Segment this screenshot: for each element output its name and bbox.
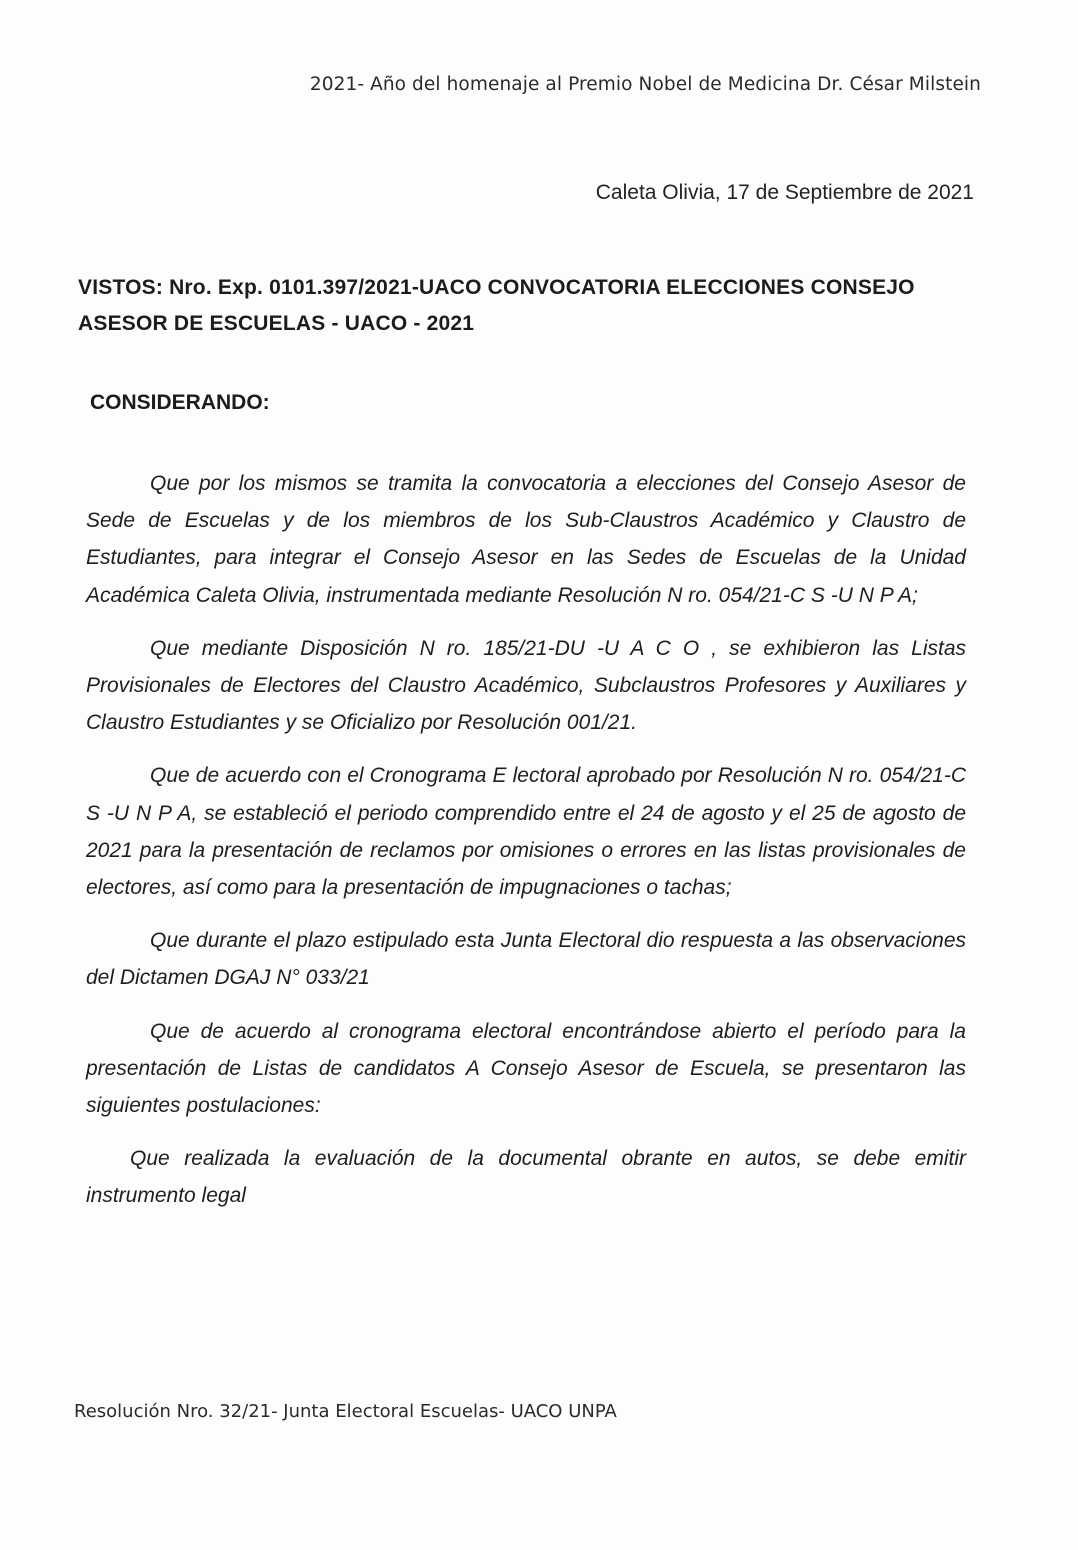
considerando-body <box>86 465 966 1231</box>
paragraph: Que realizada la evaluación de la documental obrante en autos, se debe emitir instrumento legal <box>86 1147 966 1208</box>
considerando-heading: CONSIDERANDO: <box>90 391 270 414</box>
vistos-heading: VISTOS: Nro. Exp. 0101.397/2021-UACO CONVOCATORIA ELECCIONES CONSEJO ASESOR DE ESCUELAS - UACO - 2021 <box>78 276 915 335</box>
header-motto: 2021- Año del homenaje al Premio Nobel de Medicina Dr. César Milstein <box>309 74 981 95</box>
date-line: Caleta Olivia, 17 de Septiembre de 2021 <box>595 181 974 204</box>
paragraph: Que durante el plazo estipulado esta Junta Electoral dio respuesta a las observaciones del Dictamen DGAJ N° 033/21 <box>86 929 966 990</box>
footer-resolution: Resolución Nro. 32/21- Junta Electoral Escuelas- UACO UNPA <box>74 1401 617 1422</box>
paragraph: Que de acuerdo con el Cronograma E lectoral aprobado por Resolución N ro. 054/21-C S -U N P A, se estableció el periodo comprendido entre el 24 de agosto y el 25 de agosto de 2021 para la presentación de reclamos por omisiones o errores en las listas provisionales de electores, así como para la presentación de impugnaciones o tachas; <box>86 764 966 900</box>
paragraph: Que de acuerdo al cronograma electoral encontrándose abierto el período para la presentación de Listas de candidatos A Consejo Asesor de Escuela, se presentaron las siguientes postulaciones: <box>86 1019 966 1118</box>
paragraph: Que por los mismos se tramita la convocatoria a elecciones del Consejo Asesor de Sede de Escuelas y de los miembros de los Sub-Claustros Académico y Claustro de Estudiantes, para integrar el Consejo Asesor en las Sedes de Escuelas de la Unidad Académica Caleta Olivia, instrumentada mediante Resolución N ro. 054/21-C S -U N P A; <box>86 472 966 607</box>
paragraph: Que mediante Disposición N ro. 185/21-DU -U A C O , se exhibieron las Listas Provisionales de Electores del Claustro Académico, Subclaustros Profesores y Auxiliares y Claustro Estudiantes y se Oficializo por Resolución 001/21. <box>86 636 966 735</box>
